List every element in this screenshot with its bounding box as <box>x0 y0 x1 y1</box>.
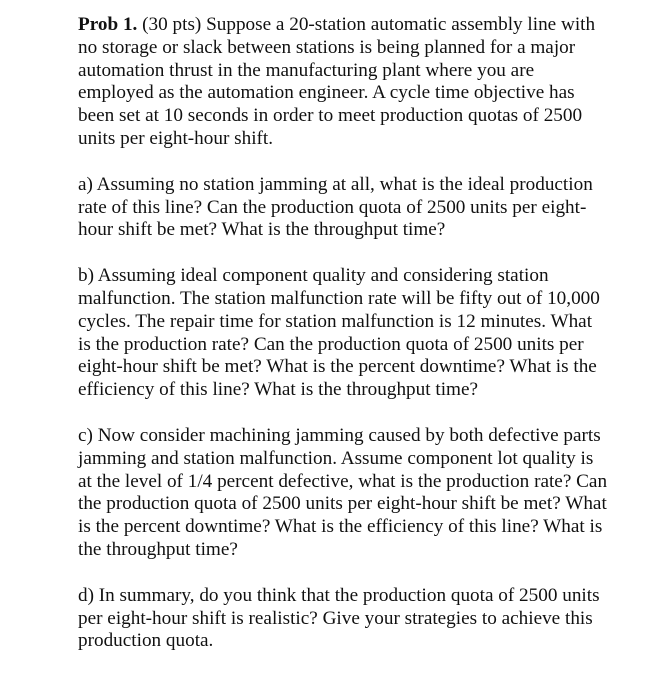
problem-intro-paragraph <box>78 14 608 151</box>
problem-intro-text: (30 pts) Suppose a 20-station automatic assembly line with no storage or slack between stations is being planned for a major automation thrust in the manufacturing plant where you are employed as the automation engineer. A cycle time objective has been set at 10 seconds in order to meet production quotas of 2500 units per eight-hour shift. <box>78 14 596 149</box>
part-d-paragraph: d) In summary, do you think that the production quota of 2500 units per eight-hour shift is realistic? Give your strategies to achieve this production quota. <box>78 584 600 652</box>
problem-label: Prob 1. <box>78 14 138 35</box>
part-b-paragraph: b) Assuming ideal component quality and considering station malfunction. The station malfunction rate will be fifty out of 10,000 cycles. The repair time for station malfunction is 12 minutes. What is the production rate? Can the production quota of 2500 units per eight-hour shift be met? What is the percent downtime? What is the efficiency of this line? What is the throughput time? <box>78 265 600 401</box>
part-a-paragraph: a) Assuming no station jamming at all, what is the ideal production rate of this line? Can the production quota of 2500 units per eight-hour shift be met? What is the throughput time? <box>78 173 593 241</box>
problem-document <box>78 14 608 676</box>
part-c-paragraph: c) Now consider machining jamming caused by both defective parts jamming and station malfunction. Assume component lot quality is at the level of 1/4 percent defective, what is the production rate? Can the production quota of 2500 units per eight-hour shift be met? What is the percent downtime? What is the efficiency of this line? What is the throughput time? <box>78 424 608 560</box>
